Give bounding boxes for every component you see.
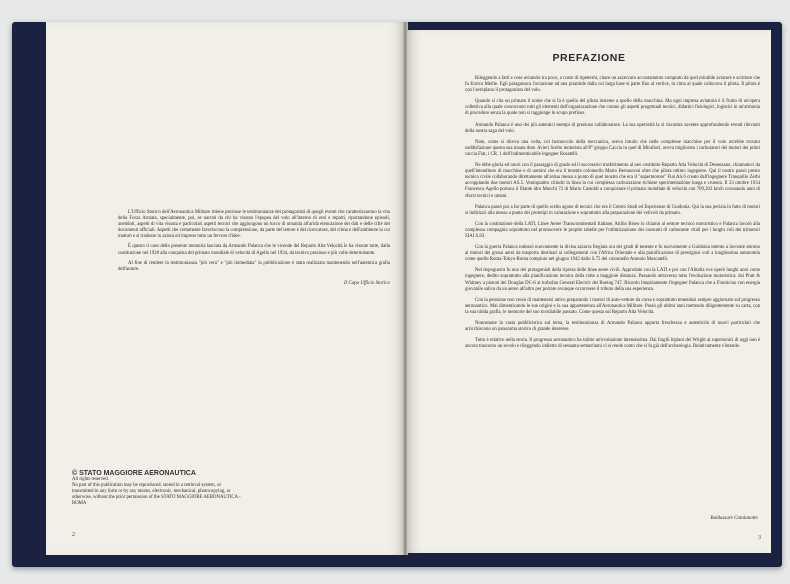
right-paragraph: Rileggendo a fatti e cose aviatorie tra poco, a costo di ripetermi, citare un azzeccato accostamento compiuto da quel mirabile aviatore e scrittore che fu Enrico Meille. Egli paragonava l'aviazione ad una piramide dalla cui larga base si parte fino al vertice, in cima al quale collocava il pilota. Il pilota è con l'aeroplano il protagonista del volo. [465,76,760,94]
right-page-number: 3 [758,535,761,541]
right-paragraph: Quando si cita un primato il nome che si fa è quello del pilota insieme a quello della macchina. Ma ogni impresa aviatoria è il frutto di un'opera collettiva alla quale concorrono tutti gli elementi dell'organizzazione che curano gli aspetti progettuali tecnici, didattici fisiologici, logistici in un'armonia di procedure senza la quale non si raggiunge lo scopo prefisso. [465,99,760,117]
right-paragraph: Con la costituzione della LATI, Linee Aeree Transcontinentali Italiane, Attilio Biseo lo chiamò al settore tecnico motoristico e Palanca lavorò alla complessa compagnia soprattutto nel promuovere le proprie tabelle per l'ottimizzazione dei consumi di carburante vitali per i lunghi voli dei trimotori SIAI S.83. [465,221,760,239]
page-title: PREFAZIONE [552,52,626,64]
right-paragraph: Con la pensione non cessò di mantenersi attivo preparando i motori di auto-vetture da corsa e soprattutto tenendosi sempre aggiornato sul progresso aeronautico. Mai dimenticando le sue origini e la sua appartenenza all'Aeronautica Militare. Passò gli ultimi anni mettendo diligentemente su carta, con la sua nitida grafia, le memorie del suo invidiabile passato. Come questa sul Reparto Alta Velocità. [465,297,760,315]
right-paragraph: Con la guerra Palanca indossò nuovamente la divisa azzurra fregiata ora dei gradi di tenente e fu nuovamente a Guidonia intento a lavorare attorno ai motori dei grossi aerei da trasporto destinati ai collegamenti con l'Africa Orientale e alla pianificazione di prestigiosi voli a lunghissima autonomia come quello Roma-Tokyo-Roma compiuto nel giugno 1942 dallo S.75 del colonnello Antonio Moscatelli. [465,245,760,263]
right-paragraph: Nato, come si diceva una volta, col bernoccolo della meccanica, aveva intuito che nelle complesse macchine per il volo avrebbe trovato soddisfazione questa sua innata dote. Avieri Scelto motorista all'8° gruppo Caccia in quel di Mirafiori, aveva migliorato i carburatori dei motori dei primi caccia Fiat, i CR. 1 dell'indimenticabile ingegner Rosatelli. [465,139,760,157]
copyright-line: No part of this publication may be reproduced, stored in a retrieval system, or transmitted in any form or by any means, electronic, mechanical, photocopying, or otherwise, without the prior permission of the STATO MAGGIORE AERONAUTICA - ROMA [72,482,241,506]
left-page-text [118,210,390,286]
copyright-title: © STATO MAGGIORE AERONAUTICA [72,470,196,477]
left-paragraph: È questo il caso della presente memoria lasciata da Armando Palanca che le vicende del Reparto Alta Velocità le ha vissute tutte, dalla costituzione nel 1928 alla conquista del primato mondiale di velocità di Agello nel 1934, da tecnico prezioso e più volte determinante. [118,244,390,256]
right-paragraph: Ne ebbe gloria ed onori con il passaggio di grado ed il successivo trasferimento al neo costituito Reparto Alta Velocità di Desenzano, chiamatovi da quell'intenditore di macchine e di uomini che era il tenente colonnello Mario Bernasconi oltre che pilota ottimo ingegnere. Qui il nostro passò presto tecnico civile collaborando direttamente all'ardua messa a punto di quel mostro che era il "supermotore" Fiat AS.6 creato dall'ingegnere Tranquillo Zerbi accoppiando due motori AS.5. Ventiquattro cilindri in linea la cui complessa carburazione richiese sperimentazione lunga e cruenta. Il 23 ottobre 1934 Francesco Agello portava il filante idro Macchi 72 di Mario Castoldi a conquistare il primato mondiale di velocità con 709,202 km/h coronando anni di sforzi tecnici e umani. [465,163,760,199]
right-paragraph: Tutto è relativo nella storia. Il progresso aeronautico ha subito un'evoluzione intensissima. Dai fragili biplani dei Wright ai supersonici di oggi non è ancora trascorso un secolo e rileggendo indietro di sessanta-settant'anni ci si rende conto che si fa già dell'archeologia. Relativamente s'intende. [465,338,760,350]
right-paragraph: Nel dopoguerra fu uno dei protagonisti della ripresa delle linee aeree civili. Approdato con la LATI e poi con l'Alitalia ove operò lunghi anni come ingegnere, dedito soprattutto alla pianificazione tecnica della rotte a maggiore distanza. Passando attraverso tutta l'evoluzione motoristica: dai Pratt & Whitney a pistoni dei Douglas DC-6 ai turbofan General Electric dei Boeing 747. Ricordo limpidamente l'ingegner Palanca che a Fiumicino con energia giovanile saliva da un aereo all'altro per portare ovunque occorresse il tributo della sua esperienza. [465,268,760,292]
left-paragraph: L'Ufficio Storico dell'Aeronautica Militare ritiene preziose le testimonianze dei protagonisti di quegli eventi che caratterizzarono la vita della Forza Armata, specialmente, poi, se narrati da chi ha vissuto l'epopea del volo all'interno di enti e reparti, riportandone episodi, aneddoti, aspetti di vita vissuta e particolari aspetti tecnici che aggiungono un tocco di umanità all'arida elencazione dei dati e delle cifre dei documenti ufficiali. Aspetti che certamente favoriscono la comprensione, da parte del lettore e del ricercatore, del clima e dell'ambiente in cui maturò e si tradusse in azioni ed imprese tutto un fervore d'idee. [118,210,390,240]
left-paragraph: Al fine di rendere la testimonianza "più vera" e "più immediata" la pubblicazione è stata realizzata mantenendo nell'autentica grafia dell'autore. [118,260,390,272]
right-page [407,30,771,553]
left-page-number: 2 [72,532,75,538]
copyright-block [72,470,242,507]
right-signature: Baldassare Catalanotto [710,516,758,521]
right-paragraph: Nonostante la vasta pubblicistica sul tema, la testimonianza di Armando Palanca apporta freschezza e autenticità di nuovi particolari che arricchiscono un panorama storico di grande interesse. [465,321,760,333]
right-paragraph: Armando Palanca è uno dei più autentici esempi di prezioso collaboratore. La sua operosità la si riscontra sovente approfondendo eventi rilevanti della nostra saga del volo. [465,122,760,134]
right-paragraph: Palanca passò poi a far parte di quello scelto agone di tecnici che era il Centro Studi ed Esperienze di Guidonia. Qui la sua perizia in fatto di motori si indirizzò alla messa a punto dei prototipi in valutazione e soprattutto alla preparazione dei velivoli da primato. [465,204,760,216]
left-signature: Il Capo Ufficio Storico [344,280,390,286]
right-page-text [465,76,760,355]
left-page [46,22,404,555]
copyright-line: All rights reserved. [72,477,109,482]
